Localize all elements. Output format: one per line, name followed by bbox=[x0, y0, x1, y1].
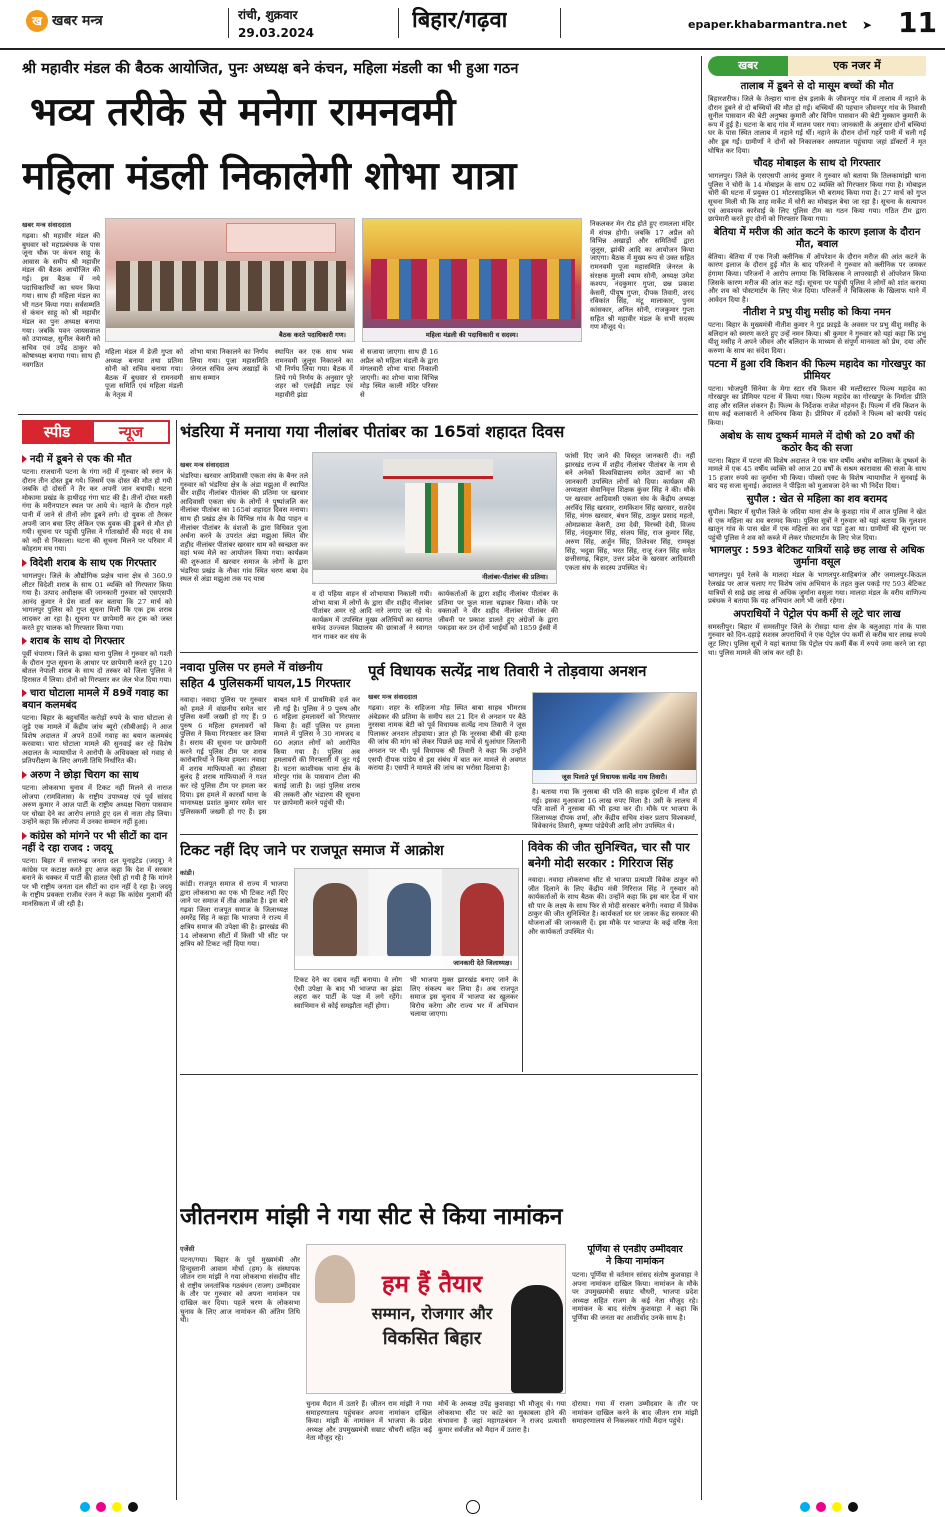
ek-nazar-item-title: तालाब में डूबने से दो मासूम बच्चों की मौत bbox=[740, 81, 894, 92]
column-rule bbox=[701, 56, 702, 1500]
portrait bbox=[460, 883, 504, 957]
top-headline-1: भव्य तरीके से मनेगा रामनवमी bbox=[30, 90, 456, 135]
bullet-icon bbox=[22, 559, 27, 567]
bullet-icon bbox=[22, 637, 27, 645]
photo-caption: जूस पिलाते पूर्व विधायक सत्येंद्र नाथ तिवारी। bbox=[533, 770, 696, 783]
speed-item-title: चारा घोटाला मामले में 89वें गवाह का बयान कलमबंद bbox=[22, 688, 169, 712]
top-headline-2: महिला मंडली निकालेगी शोभा यात्रा bbox=[22, 154, 517, 199]
speed-item bbox=[22, 636, 172, 684]
speed-item-body: पूर्वी चंपारण। जिले के ढ़ाका थाना पुलिस ने गुरुवार को गश्ती के दौरान गुप्त सूचना के आधार पर छापेमारी करते हुए 120 बोतल नेपाली शराब के साथ दो तस्कर को जिला पुलिस ने हिरासत में लिया। दोनों को गिरफ्तार कर जेल भेज दिया गया। bbox=[22, 650, 172, 684]
bhandaria-col2: व दो पहिया वाहन से शोभायात्रा निकाली गयी। शोभा यात्रा में लोगों के द्वारा वीर शहीद नीलांबर पीतांबर अमर रहे आदि नारे लगाए जा रहे थे। कार्यक्रम में उपस्थित मुख्य अतिथियों का स्वागत सफेद उज्ज्वल विद्यालय की छात्राओं ने स्वागत गान गाकर कर संघ के bbox=[312, 590, 432, 641]
header-date: 29.03.2024 bbox=[238, 26, 314, 40]
header-divider bbox=[228, 8, 229, 38]
divider bbox=[18, 414, 698, 415]
color-swatch bbox=[816, 1502, 826, 1512]
photo-caption: महिला मंडली की पदाधिकारी व सदस्य। bbox=[363, 328, 581, 341]
ek-nazar-item bbox=[708, 431, 926, 491]
speed-item-body: पटना। राजधानी पटना के गंगा नदी में गुरुवार को स्नान के दौरान तीन दोस्त डूब गये। जिसमें एक दोस्त की मौत हो गयी जबकि दो दोस्तों ने तैर कर अपनी जान बचायी। घटना मोकामा प्रखंड के हाथीदह गंगा घाट की है। तीनों दोस्त मस्ती गंगा के मरीनपाटन स्थल पर आये थे। नहाने के दौरान गहरे पानी में जाने से तीनों लोग डूबने लगे। दो युवक तो तैरकर अपनी जान बचा लिए लेकिन एक युवक की डूबने से मौत हो गयी। सूचना पर पहुंची पुलिस ने गोताखोरों की मदद से शव को नदी से निकाला। घटना की सूचना मिलने पर परिवार में कोहराम मच गया। bbox=[22, 468, 172, 554]
top-col3: शोभा यात्रा निकालने का निर्णय लिया गया। पूजा महासमिति जेनरल सचिव अन्य अखाड़ों के साथ सम्मान bbox=[190, 348, 268, 382]
ek-nazar-item-body: भागलपुर। पूर्व रेलवे के मालदा मंडल के भागलपुर-साहिबगंज और जमालपुर-किऊल रेलखंड पर आज चलाए गए विशेष जांच अभियान के तहत कुल पकड़े गए 593 बेटिकट यात्रियों से साढ़े छह लाख से अधिक जुर्माना वसूला गया। मालदा मंडल के वरीय वाणिज्य प्रबंधक ने बताया कि यह अभियान आगे भी जारी रहेगा। bbox=[708, 571, 926, 606]
bhandaria-col4: फांसी दिए जाने की विस्तृत जानकारी दी। नहीं झारखंड राज्य में शहीद नीलांबर पीतांबर के नाम से बने अनेकों विश्वविद्यालय समेत उद्यानों का भी जानकारी उपस्थित लोगों को दिया। कार्यक्रम की अध्यक्षता सेवानिवृत्त शिक्षक कुंवर सिंह ने की। मौके पर खरवार आदिवासी एकता संघ के केंद्रीय अध्यक्ष अरविंद सिंह खरवार, रामकिशन सिंह खरवार, सतदेव सिंह, मंगरु खरवार, बंधन सिंह, ठाकुर प्रसाद महतो, ओमप्रकाश केसरी, उमा देवी, विरच्ची देवी, विजय सिंह, नंदकुमार सिंह, संजय सिंह, राज कुमार सिंह, अरुण सिंह, अर्जुन सिंह, तिलेश्वर सिंह, रामबृक्ष सिंह, भदुवा सिंह, भरत सिंह, राजू रंजन सिंह समेत छत्तीसगढ़, बिहार, उत्तर प्रदेश के खरवार आदिवासी एकता संघ के सदस्य उपस्थित थे। bbox=[565, 452, 695, 572]
color-swatch bbox=[112, 1502, 122, 1512]
photo-caption: बैठक करते पदाधिकारी गण। bbox=[106, 328, 354, 341]
ek-nazar-item bbox=[708, 545, 926, 605]
speed-item-title: नदी में डूबने से एक की मौत bbox=[30, 454, 132, 465]
photo-women bbox=[362, 218, 582, 342]
ek-nazar-item bbox=[708, 609, 926, 657]
speed-item bbox=[22, 688, 172, 766]
speed-item-title: विदेशी शराब के साथ एक गिरफ्तार bbox=[30, 557, 157, 569]
divider bbox=[180, 652, 698, 653]
vivek-headline-1: विवेक की जीत सुनिश्चित, चार सौ पार bbox=[528, 840, 690, 854]
rajput-col2: टिकट देने का दबाव नहीं बनाया। वे लोग ऐसी उपेक्षा के बाद भी भाजपा का झंडा लहरा कर पार्टी के पक्ष में लगे रहेंगे। स्वाभिमान से कोई समझौता नहीं होगा। bbox=[294, 976, 402, 1010]
ek-nazar-item-title: सुपौल : खेत से महिला का शव बरामद bbox=[746, 494, 888, 505]
news-label: न्यूज bbox=[92, 420, 170, 444]
ek-nazar-item bbox=[708, 307, 926, 355]
ek-nazar-item-title: बेतिया में मरीज की आंत कटने के कारण इलाज के दौरान मौत, बवाल bbox=[713, 226, 921, 250]
speed-item bbox=[22, 454, 172, 554]
manjhi-col1: पटना/गया। बिहार के पूर्व मुख्यमंत्री और हिन्दुस्तानी आवाम मोर्चा (हम) के संस्थापक जीतन राम मांझी ने गया लोकसभा संसदीय सीट से राष्ट्रीय जनतांत्रिक गठबंधन (राजग) उम्मीदवार के तौर पर गुरुवार को अपना नामांकन पत्र दाखिल कर दिया। पहले चरण के लोकसभा चुनाव के लिए आज नामांकन की अंतिम तिथि थी। bbox=[180, 1256, 300, 1325]
speed-item-body: पटना। लोकसभा चुनाव में टिकट नहीं मिलने से नाराज लोजपा (रामविलास) के राष्ट्रीय उपाध्यक्ष एवं पूर्व सांसद अरुण कुमार ने आज पार्टी के राष्ट्रीय अध्यक्ष चिराग पासवान पर धोखा देने का आरोप लगाते हुए दल से नाता तोड़ लिया। उन्होंने कहा कि लोजपा में उनका सम्मान नहीं हुआ। bbox=[22, 784, 172, 827]
brand-name: खबर मन्त्र bbox=[52, 13, 103, 29]
portrait bbox=[511, 1285, 563, 1393]
bullet-icon bbox=[22, 455, 27, 463]
bhandaria-headline: भंडरिया में मनाया गया नीलांबर पीतांबर का 165वां शहादत दिवस bbox=[180, 422, 565, 441]
speed-item bbox=[22, 770, 172, 827]
registration-mark-icon bbox=[466, 1500, 480, 1514]
header-divider bbox=[398, 8, 399, 38]
purnia-body: पटना। पूर्णिया से वर्तमान सांसद संतोष कुशवाहा ने अपना नामांकन दाखिल किया। नामांकन के मौके पर उपमुख्यमंत्री सम्राट चौधरी, भाजपा प्रदेश अध्यक्ष सहित राजग के कई नेता मौजूद रहे। नामांकन के बाद संतोष कुशवाहा ने कहा कि पूर्णिया की जनता का आशीर्वाद उनके साथ है। bbox=[572, 1271, 698, 1322]
color-swatch bbox=[128, 1502, 138, 1512]
print-color-bar bbox=[20, 1500, 925, 1514]
ek-nazar-item-body: पटना। बिहार के मुख्यमंत्री नीतीश कुमार ने गुड फ्राइडे के अवसर पर प्रभु यीशु मसीह के बलिदान को स्मरण करते हुए उन्हें नमन किया। श्री कुमार ने गुरुवार को यहां कहा कि प्रभु यीशु मसीह ने अपने जीवन और बलिदान के माध्यम से संपूर्ण मानवता को प्रेम, दया और करुणा के साथ का संदेश दिया। bbox=[708, 321, 926, 356]
color-swatch bbox=[832, 1502, 842, 1512]
top-col2: महिला मंडल में डेजी गुप्ता को अध्यक्ष बनाया तथा प्रतिमा सोनी को सचिव बनाया गया। बैठक में बुधवार से रामनवमी पूजा समिति एवं महिला मंडली के नेतृत्व में bbox=[105, 348, 183, 399]
purnia-headline-1: पूर्णिया से एनडीए उम्मीदवार bbox=[587, 1244, 683, 1255]
page-number: 11 bbox=[898, 6, 937, 39]
masthead bbox=[0, 0, 945, 50]
divider bbox=[180, 834, 698, 835]
rajput-col3: भी भाजपा मुक्त झारखंड बनाए जाने के लिए संकल्प कर लिया है। अब राजपूत समाज इस चुनाव में भाजपा का खुलकर विरोध करेगा और राज्य भर में अभियान चलाया जाएगा। bbox=[410, 976, 518, 1019]
vivek-headline-2: बनेगी मोदी सरकार : गिरिराज सिंह bbox=[528, 856, 674, 870]
bhandaria-byline: खबर मन्त्र संवाददाता bbox=[180, 461, 230, 469]
bullet-icon bbox=[22, 771, 27, 779]
ek-nazar-item-body: समस्तीपुर। बिहार में समस्तीपुर जिले के रोसड़ा थाना क्षेत्र के बलुआहा गांव के पास गुरुवार को दिन-दहाड़े सशस्त्र अपराधियों ने एक पेट्रोल पंप कर्मी से करीब चार लाख रुपये लूट लिए। पुलिस सूत्रों ने यहां बताया कि पेट्रोल पंप कर्मी बैंक में रुपये जमा करने जा रहा था। पुलिस मामले की जांच कर रही है। bbox=[708, 622, 926, 657]
portrait bbox=[387, 883, 431, 957]
poster-slogan-2: सम्मान, रोजगार और bbox=[371, 1304, 493, 1323]
header-city-day: रांची, शुक्रवार bbox=[238, 8, 298, 22]
top-col1: गढ़वा। श्री महावीर मंडल की बुधवार को महाप्रबंधक के पास जूना चौक पर कंचन साहू के आवास के समीप श्री महावीर मंडल की बैठक आयोजित की गई। इस बैठक में नये पदाधिकारियों का चयन किया गया। साथ ही महिला मंडल का भी गठन किया गया। सर्वसम्मति से कंचन साहू को श्री महावीर मंडल का पुनः अध्यक्ष बनाया गया। जबकि पवन जायसवाल को उपाध्यक्ष, सुनील केसरी को सचिव एवं उपेंद्र ठाकुर को कोषाध्यक्ष बनाया गया। साथ ही नवगठित bbox=[22, 232, 100, 369]
rajput-headline: टिकट नहीं दिए जाने पर राजपूत समाज में आक्रोश bbox=[180, 843, 444, 859]
photo-manjhi-poster bbox=[306, 1244, 566, 1394]
rajput-col1: कांडी। राजपूत समाज से राज्य में भाजपा द्वारा लोकसभा का एक भी टिकट नहीं दिए जाने पर समाज में तीव्र आक्रोश है। इस बारे गढ़वा जिला राजपूत समाज के जिलाध्यक्ष अमरेंद्र सिंह ने कहा कि भाजपा ने राज्य में क्षत्रिय समाज की उपेक्षा की है। झारखंड की 14 लोकसभा सीटों में किसी भी सीट पर क्षत्रिय को टिकट नहीं दिया गया। bbox=[180, 880, 288, 949]
ek-nazar-item-body: सुपौल। बिहार में सुपौल जिले के जदिया थाना क्षेत्र के कुशहा गांव में आज पुलिस ने खेत से एक महिला का शव बरामद किया। पुलिस सूत्रों ने गुरुवार को यहां बताया कि गुलशन खातून गांव के पास खेत में एक महिला का शव पड़ा हुआ था। ग्रामीणों की सूचना पर पहुंची पुलिस ने शव को कब्जे में लेकर पोस्टमार्टम के लिए भेज दिया। bbox=[708, 508, 926, 542]
epaper-url[interactable]: epaper.khabarmantra.net bbox=[688, 18, 847, 31]
manjhi-col3: मोर्चे के अध्यक्ष उपेंद्र कुशवाहा भी मौजूद थे। गया लोकसभा सीट पर कांटे का मुकाबला होने की संभावना है जहां महागठबंधन ने राजद प्रत्याशी कुमार सर्वजीत को मैदान में उतारा है। bbox=[438, 1400, 566, 1434]
manjhi-headline: जीतनराम मांझी ने गया सीट से किया नामांकन bbox=[180, 1204, 563, 1230]
header-divider bbox=[560, 8, 561, 38]
speed-news-label bbox=[22, 420, 170, 444]
top-kicker: श्री महावीर मंडल की बैठक आयोजित, पुनः अध्यक्ष बने कंचन, महिला मंडली का भी हुआ गठन bbox=[22, 61, 519, 77]
speed-item-title: शराब के साथ दो गिरफ्तार bbox=[30, 636, 125, 648]
cursor-icon: ➤ bbox=[862, 18, 873, 32]
ek-nazar-item-body: पटना। बिहार में पटना की विशेष अदालत ने एक चार वर्षीय अबोध बालिका के दुष्कर्म के मामले में एक 45 वर्षीय व्यक्ति को आज 20 वर्षों के सश्रम कारावास की सजा के साथ 15 हजार रुपये का जुर्माना भी किया। पॉक्सो एक्ट के विशेष न्यायाधीश ने सुनवाई के बाद यह सजा सुनाई। अदालत ने पीड़िता को मुआवजा देने का भी निर्देश दिया। bbox=[708, 456, 926, 491]
bhandaria-col3: कार्यकर्ताओं के द्वारा शहीद नीलांबर पीतांबर के प्रतिमा पर फूल माला चढ़ाकर किया। मौके पर वक्ताओं ने वीर शहीद नीलांबर पीतांबर की जीवनी पर प्रकाश डालते हुए अंग्रेजों के द्वारा पकड़वा कर उन दोनों भाईयों को 1859 ईस्वी में bbox=[438, 590, 558, 633]
speed-item-title: अरुण ने छोड़ा चिराग का साथ bbox=[30, 770, 139, 782]
photo-caption: जानकारी देते जिलाध्यक्ष। bbox=[295, 956, 518, 969]
anshan-byline: खबर मन्त्र संवाददाता bbox=[368, 693, 418, 701]
speed-item-body: भागलपुर। जिले के औद्योगिक प्रक्षेत्र थाना क्षेत्र से 360.9 लीटर विदेशी शराब के साथ 01 व्यक्ति को गिरफ्तार किया गया है। उत्पाद अधीक्षक की जानकारी गुरुवार को एसएसपी आनंद कुमार ने प्रेस वार्ता कर बताया कि 27 मार्च को भागलपुर पुलिस को गुप्त सूचना मिली कि एक ट्रक शराब लादकर आ रहा है। सूचना पर छापेमारी कर ट्रक को जब्त करते हुए चालक को गिरफ्तार किया गया। bbox=[22, 571, 172, 632]
speed-item-title: कांग्रेस को मांगने पर भी सीटों का दान नहीं दे रहा राजद : जदयू bbox=[22, 831, 168, 854]
photo-statue bbox=[312, 452, 557, 584]
ek-nazar-item-body: बेतिया। बेतिया में एक निजी क्लीनिक में ऑपरेशन के दौरान मरीज की आंत कटने के कारण इलाज के दौरान हुई मौत के बाद परिजनों ने गुरुवार को क्लीनिक पर जमकर हंगामा किया। परिजनों ने आरोप लगाया कि चिकित्सक ने लापरवाही से ऑपरेशन किया जिसके कारण मरीज की आंत कट गई। सूचना पर पहुंची पुलिस ने लोगों को शांत कराया और शव को पोस्टमार्टम के लिए भेज दिया। परिजनों ने चिकित्सक के खिलाफ थाने में आवेदन दिया है। bbox=[708, 252, 926, 304]
ek-nazar-item-body: पटना। भोजपुरी सिनेमा के मेगा स्टार रवि किशन की मल्टीस्टारर फिल्म महादेव का गोरखपुर का प्रीमियर पटना में किया गया। फिल्म महादेव का गोरखपुर के निर्माता प्रीति शाह और सलिल शंकरन हैं। फिल्म के निर्देशक राजेश मोहनन हैं। फिल्म में रवि किशन के साथ कई कलाकारों ने अभिनय किया है। प्रीमियर में दर्शकों ने फिल्म को काफी पसंद किया। bbox=[708, 384, 926, 428]
ek-nazar-item-body: बिहारशरीफ। जिले के तेल्हारा थाना क्षेत्र इलाके के जीवनपुर गांव में तालाब में नहाने के दौरान डूबने से दो बच्चियों की मौत हो गई। बच्चियों की पहचान जीवनपुर गांव के निवासी सुनील पासवान की बेटी अनुष्का कुमारी और विपिन पासवान की बेटी मुस्कान कुमारी के रूप में हुई है। घटना के बाद गांव में मातम पसर गया। जानकारी के अनुसार दोनों बच्चियां घर के पास स्थित तालाब में नहाने गई थीं। नहाने के दौरान दोनों गहरे पानी में चली गईं और डूब गईं। ग्रामीणों ने दोनों को निकालकर अस्पताल पहुंचाया जहां डॉक्टरों ने मृत घोषित कर दिया। bbox=[708, 95, 926, 155]
anshan-col1: गढ़वा। शहर के सहिजना मोड़ स्थित बाबा साहब भीमराव अंबेडकर की प्रतिमा के समीप सत 21 दिन से अनशन पर बैठे नुरसबा नामक बेटी को पूर्व विधायक सत्येंद्र नाथ तिवारी ने जूस पिलाकर अनशन तोड़वाया। ज्ञात हो कि नूरसबा बीबी की हत्या की जांच की मांग को लेकर पिछले छह मार्च से धुआंधार जिलानी अनशन पर थी। पूर्व विधायक श्री तिवारी ने कहा कि उन्होंने एसपी दीपक पांडेय से इस संबंध में बात कर मामले से अवगत कराया है। एसपी ने मामले की जांच का भरोसा दिलाया है। bbox=[368, 704, 526, 773]
ek-nazar-list bbox=[708, 78, 926, 1498]
color-swatch bbox=[800, 1502, 810, 1512]
ek-nazar-label bbox=[708, 56, 926, 76]
speed-item bbox=[22, 558, 172, 632]
ek-nazar-item bbox=[708, 359, 926, 428]
ek-nazar-item bbox=[708, 494, 926, 542]
top-col5: से सजाया जाएगा। साथ ही 16 अप्रैल को महिला मंडली के द्वारा मंगलवारी शोभा यात्रा निकाली जाएगी। का शोभा यात्रा विभिन्न मोड़ स्थित काली मंदिर परिसर से bbox=[360, 348, 438, 399]
anshan-col2: है। बताया गया कि नुरसबा की पति की सड़क दुर्घटना में मौत हो गई। इसका मुआवजा 16 लाख रुपए मिला है। उसी के लालच में पति वालों ने नुरसबा की भी हत्या कर दी। मौके पर भाजपा के जिलाध्यक्ष दीपक शर्मा, और केंद्रीय सचिव शंकर प्रताप विश्वकर्मा, विवेकानंद तिवारी, कृष्णा पांडेयेजी आदि लोग उपस्थित थे। bbox=[532, 788, 697, 831]
photo-caption: नीलांबर-पीतांबर की प्रतिमा। bbox=[313, 570, 556, 583]
ek-nazar-item-title: नीतीश ने प्रभु यीशु मसीह को किया नमन bbox=[743, 307, 891, 319]
ek-nazar-item-title: पटना में हुआ रवि किशन की फिल्म महादेव का गोरखपुर का प्रीमियर bbox=[708, 358, 926, 382]
poster-slogan-3: विकसित बिहार bbox=[382, 1328, 482, 1349]
purnia-headline-2: ने किया नामांकन bbox=[605, 1256, 665, 1267]
speed-item-body: पटना। बिहार के बहुचर्चित करोड़ों रुपये के चारा घोटाला से जुड़े एक मामले में केंद्रीय जांच ब्यूरो (सीबीआई) ने आज विशेष अदालत में अपने 89वें गवाह का बयान कलमबंद करवाया। चारा घोटाला मामले की सुनवाई कर रहे विशेष अदालत के न्यायाधीश ने आरोपी के अधिवक्ता को गवाह से प्रतिपरीक्षण के लिए अगली तिथि निर्धारित की। bbox=[22, 714, 172, 766]
ek-nazar-item-title: भागलपुर : 593 बेटिकट यात्रियों साढ़े छह लाख से अधिक जुर्माना वसूल bbox=[709, 545, 925, 569]
color-swatch bbox=[848, 1502, 858, 1512]
speed-label: स्पीड bbox=[22, 420, 92, 444]
manjhi-col4: दोराया। गया में राजग उम्मीदवार के तौर पर नामांकन दाखिल करने के बाद जीतन राम मांझी समाहरणालय से निकलकर गांधी मैदान पहुंचे। bbox=[572, 1400, 698, 1426]
top-col4: स्थापित कर एक साथ भव्य रामनवमी जुलूस निकालने का भी निर्णय लिया गया। बैठक में लिये गये निर्णय के अनुसार पूरे शहर को एलईडी लाइट एवं महावीरी झंडा bbox=[275, 348, 353, 399]
speed-item-body: पटना। बिहार में सत्तारूढ़ जनता दल यूनाइटेड (जदयू) ने कांग्रेस पर कटाक्ष करते हुए आज कहा कि देश में सरकार बनाने के चक्कर में पार्टी की हालत ऐसी हो गयी है कि मांगने पर भी राष्ट्रीय जनता दल सीटों का दान नहीं दे रहा है। जदयू के राष्ट्रीय प्रवक्ता राजीव रंजन ने कहा कि कांग्रेस गुलामी की मानसिकता में जी रही है। bbox=[22, 857, 172, 908]
photo-people bbox=[116, 261, 346, 311]
column-rule bbox=[176, 420, 177, 1500]
rajput-byline: कांडी। bbox=[180, 869, 195, 877]
speed-news-list bbox=[22, 450, 172, 1495]
color-swatch bbox=[96, 1502, 106, 1512]
photo-statue-figures bbox=[405, 483, 471, 553]
poster-slogan-1: हम हैं तैयार bbox=[381, 1270, 483, 1298]
top-col6: निकलकर मेन रोड होते हुए रामलला मंदिर में संपन्न होगी। जबकि 17 अप्रैल को विभिन्न अखाड़ों और समितियों द्वारा जुलूस, झांकी आदि का आयोजन किया जाएगा। बैठक में मुख्य रूप से उक्त सहित रामनवमी पूजा महासमिति जेनरल के संरक्षक मुरली श्याम सोनी, अध्यक्ष उमेश कश्यप, नंदकुमार गुप्ता, छन्न प्रकाश केसरी, पीयूष गुप्ता, दीपक तिवारी, शरद रविकांत सिंह, मंटू मालाकार, पुनम कांसकार, अनिल सोनी, राजकुमार गुप्ता सहित श्री महावीर मंडल के सभी सदस्य गण मौजूद थे। bbox=[590, 220, 694, 332]
ek-nazar-item bbox=[708, 227, 926, 305]
ek-nazar-item bbox=[708, 158, 926, 224]
brand-logo: ख bbox=[26, 10, 48, 32]
bullet-icon bbox=[22, 832, 27, 840]
ek-nazar-item-title: अबोध के साथ दुष्कर्म मामले में दोषी को 20 वर्षों की कठोर कैद की सजा bbox=[719, 430, 915, 454]
color-swatch bbox=[80, 1502, 90, 1512]
bhandaria-col1: भंडरिया। खरवार आदिवासी एकता संघ के बैनर तले गुरुवार को भंडरिया क्षेत्र के अंडा मझुआ में स्थापित वीर शहीद नीलांबर पीतांबर की प्रतिमा पर खरवार आदिवासी एकता संघ के लोगों ने पुष्पांजलि कर नीलांबर पीतांबर का 165वां शहादत दिवस मनाया। साथ ही प्रखंड क्षेत्र के विभिन्न गांव के वैद्य पाहन व नीलांबर पीतांबर के वंशजों के द्वारा विधिवत पूजा अर्चना करने के उपरांत अंडा मझुआ स्थित वीर शहीद नीलांबर पीतांबर खरवार धाम को स्वच्छता कर वहां भव्य मेले का आयोजन किया गया। कार्यक्रम की शुरुआत में खरवार समाज के लोगों के द्वारा भंडरिया प्रखंड के नौका गांव स्थित चरण बाबा देव स्थल से अंडा मझुआ तक पद यात्रा bbox=[180, 472, 308, 584]
speed-item bbox=[22, 831, 172, 909]
photo-banner bbox=[226, 223, 336, 253]
ek-nazar-item-body: भागलपुर। जिले के एसएसपी आनंद कुमार ने गुरुवार को बताया कि तिलकामांझी थाना पुलिस ने चोरी के 14 मोबाइल के साथ 02 व्यक्ति को गिरफ्तार किया गया है। मोबाइल चोरी की घटना में प्रयुक्त 01 मोटरसाइकिल भी बरामद किया गया है। 27 मार्च को गुप्त सूचना मिली थी कि शाह मार्केट में चोरी का मोबाइल बेचा जा रहा है। सूचना के सत्यापन एवं आवश्यक कार्रवाई के लिए पुलिस टीम का गठन किया गया। गठित टीम द्वारा छापेमारी करते हुए दोनों को गिरफ्तार किया गया। bbox=[708, 172, 926, 224]
photo-canopy bbox=[383, 459, 493, 479]
bullet-icon bbox=[22, 689, 27, 697]
photo-juice bbox=[532, 692, 697, 784]
ek-nazar-tag: खबर bbox=[708, 56, 788, 76]
nawada-body: नवादा। नवादा पुलिस पर गुरुवार को हमले में वांछनीय समेत चार पुलिस कर्मी जख्मी हो गए हैं। 9 पुरुष 6 महिला हमलावरों को पुलिस ने किया गिरफ्तार कर लिया है। सराय की सूचना पर छापेमारी करने गई पुलिस टीम पर शराब कारोबारियों ने किया हमला। नवादा में शराब माफियाओं का हौसला बुलंद है शराब माफियाओं ने गश्त कर रहे पुलिस टीम पर हमला कर दिया। इस हमले में कारवाँ थाना के थानाध्यक्ष प्रशांत कुमार समेत चार पुलिसकर्मी जख्मी हो गए हैं। इस बाबत थाने में प्राथमिकी दर्ज कर ली गई है। पुलिस ने 9 पुरुष और 6 महिला हमलावरों को गिरफ्तार किया है। वहीं पुलिस पर हमला मामले में पुलिस ने 30 नामजद व 60 अज्ञात लोगों को आरोपित किया गया है। पुलिस अब हमलावरों की गिरफ्तारी में जुट गई है। घटना काशीचक थाना क्षेत्र के मोरपुर गांव के पासवान टोला की बताई जाती है। जहां पुलिस शराब की तस्करी और भंडारण की सूचना पर छापेमारी करने पहुंची थी। bbox=[180, 696, 360, 816]
purnia-box bbox=[572, 1244, 698, 1394]
photo-people bbox=[371, 259, 575, 319]
ek-nazar-item-title: चौदह मोबाइल के साथ दो गिरफ्तार bbox=[753, 158, 881, 170]
vivek-body: नवादा। नवादा लोकसभा सीट से भाजपा प्रत्याशी विवेक ठाकुर को जीत दिलाने के लिए केंद्रीय मंत्री गिरिराज सिंह ने गुरुवार को कार्यकर्ताओं के साथ बैठक की। उन्होंने कहा कि इस बार देश में चार सौ पार के लक्ष्य के साथ फिर से मोदी सरकार बनेगी। नवादा में विवेक ठाकुर की जीत सुनिश्चित है। कार्यकर्ता घर घर जाकर केंद्र सरकार की योजनाओं की जानकारी दें। इस मौके पर भाजपा के कई वरिष्ठ नेता और कार्यकर्ता उपस्थित थे। bbox=[528, 876, 698, 936]
manjhi-col2: चुनाव मैदान में उतारे हैं। जीतन राम मांझी ने गया समाहरणालय पहुंचकर अपना नामांकन दाखिल किया। मांझी के नामांकन में भाजपा के प्रदेश अध्यक्ष और उपमुख्यमंत्री सम्राट चौधरी सहित कई नेता मौजूद रहे। bbox=[306, 1400, 432, 1443]
portrait bbox=[313, 883, 357, 957]
nawada-headline-1: नवादा पुलिस पर हमले में वांछनीय bbox=[180, 660, 323, 674]
ek-nazar-item-title: अपराधियों ने पेट्रोल पंप कर्मी से लूटे चार लाख bbox=[733, 608, 901, 620]
photo-rajput bbox=[294, 868, 519, 970]
column-rule bbox=[522, 840, 523, 1072]
ek-nazar-item bbox=[708, 81, 926, 155]
manjhi-byline: एजेंसी bbox=[180, 1245, 195, 1253]
ek-nazar-title: एक नजर में bbox=[788, 56, 926, 76]
divider bbox=[180, 1074, 698, 1075]
nawada-headline-2: सहित 4 पुलिसकर्मी घायल,15 गिरफ्तार bbox=[180, 676, 351, 690]
top-byline: खबर मन्त्र संवाददाता bbox=[22, 221, 72, 229]
photo-meeting bbox=[105, 218, 355, 342]
anshan-headline: पूर्व विधायक सत्येंद्र नाथ तिवारी ने तोड़वाया अनशन bbox=[368, 662, 647, 680]
section-title: बिहार/गढ़वा bbox=[412, 8, 508, 33]
